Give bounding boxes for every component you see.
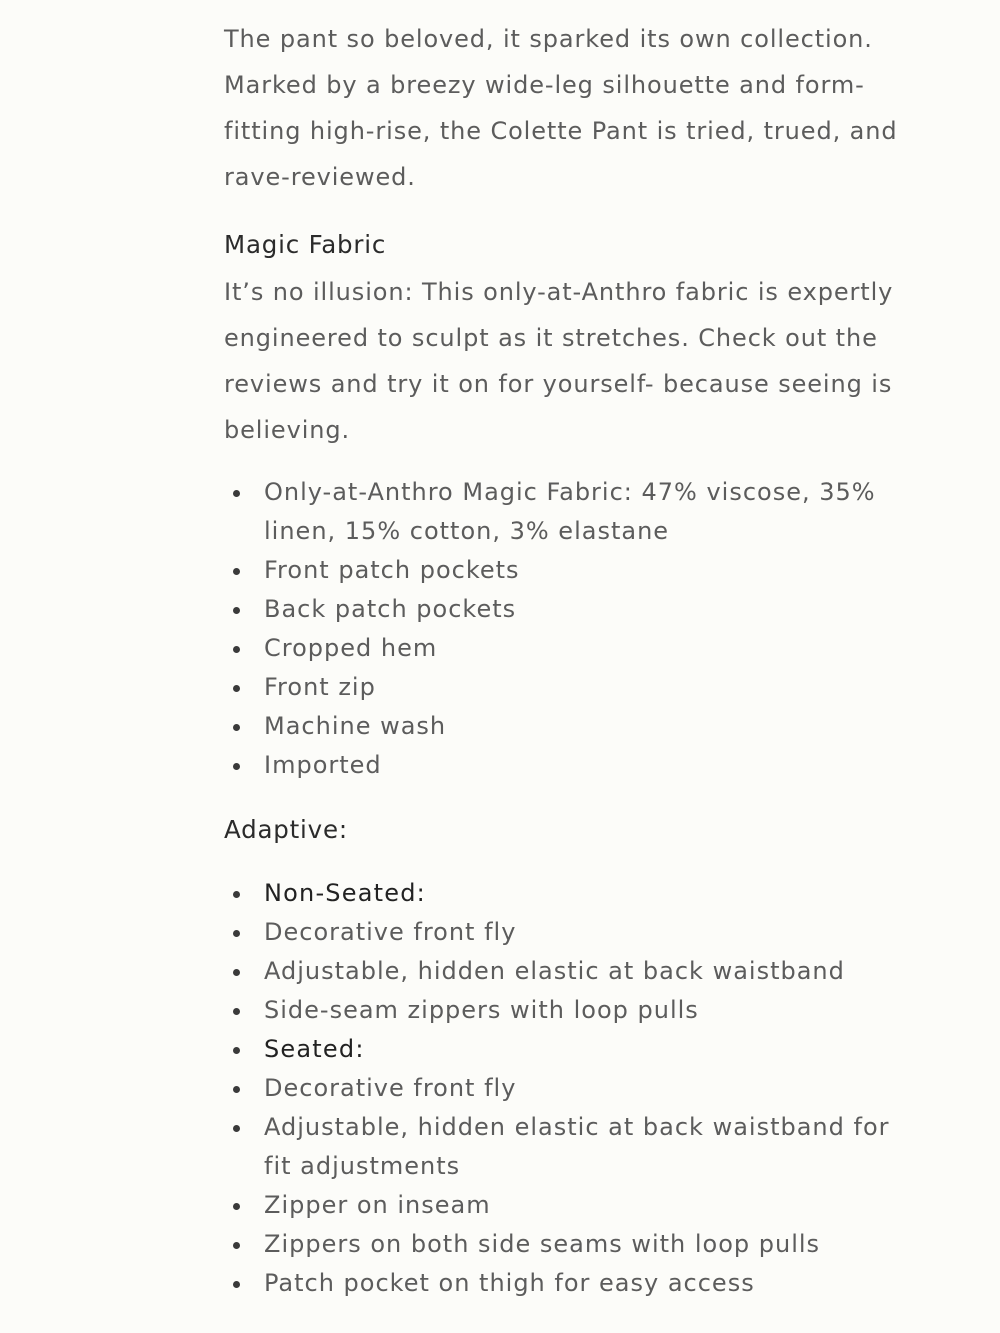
- list-item: Back patch pockets: [224, 590, 914, 629]
- list-item: Machine wash: [224, 707, 914, 746]
- adaptive-group-label: Non-Seated:: [224, 874, 914, 913]
- list-item: Front patch pockets: [224, 551, 914, 590]
- list-item: Adjustable, hidden elastic at back waistband for fit adjustments: [224, 1108, 914, 1186]
- magic-fabric-description: It’s no illusion: This only-at-Anthro fabric is expertly engineered to sculpt as it stretches. Check out the reviews and try it on for yourself- because seeing is believing.: [224, 278, 894, 444]
- list-item: Side-seam zippers with loop pulls: [224, 991, 914, 1030]
- intro-paragraph: The pant so beloved, it sparked its own collection. Marked by a breezy wide-leg silhouette and form-fitting high-rise, the Colette Pant is tried, trued, and rave-reviewed.: [224, 25, 898, 191]
- list-item: Front zip: [224, 668, 914, 707]
- list-item: Patch pocket on thigh for easy access: [224, 1264, 914, 1303]
- list-item: Adjustable, hidden elastic at back waistband: [224, 952, 914, 991]
- list-item: Only-at-Anthro Magic Fabric: 47% viscose, 35% linen, 15% cotton, 3% elastane: [224, 473, 914, 551]
- list-item: Decorative front fly: [224, 1069, 914, 1108]
- list-item: Cropped hem: [224, 629, 914, 668]
- features-list: [224, 473, 914, 785]
- list-item: Zipper on inseam: [224, 1186, 914, 1225]
- adaptive-group-label: Seated:: [224, 1030, 914, 1069]
- list-item: Imported: [224, 746, 914, 785]
- list-item: Zippers on both side seams with loop pulls: [224, 1225, 914, 1264]
- adaptive-list: [224, 874, 914, 1303]
- adaptive-heading: Adaptive:: [224, 815, 348, 844]
- list-item: Decorative front fly: [224, 913, 914, 952]
- magic-fabric-heading: Magic Fabric: [224, 230, 387, 259]
